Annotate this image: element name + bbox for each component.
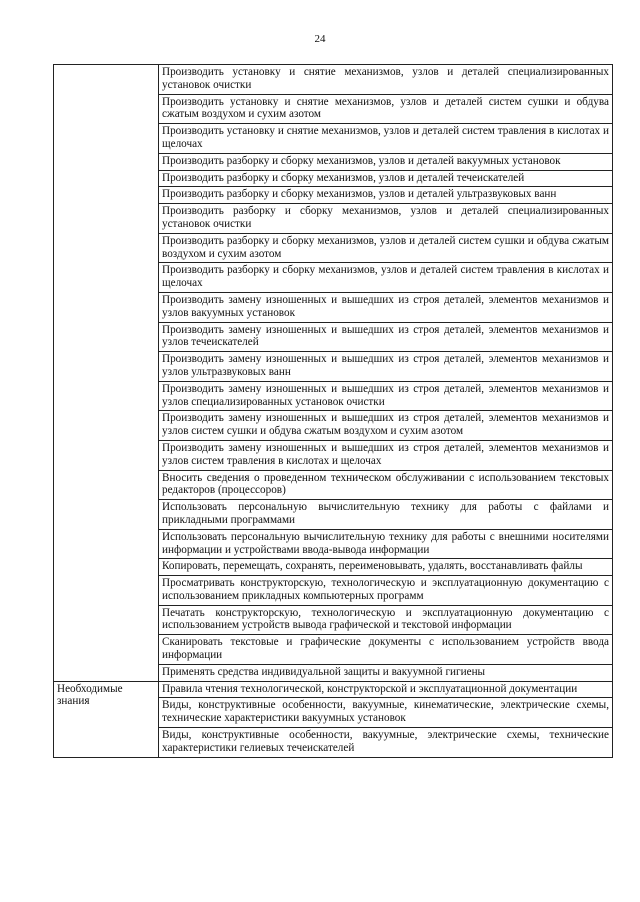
requirement-cell: Производить замену изношенных и вышедших из строя деталей, элементов механизмов и узлов ультразвуковых ванн: [159, 352, 613, 382]
section-label: Необходимые знания: [57, 682, 123, 708]
requirement-cell: Вносить сведения о проведенном техническом обслуживании с использованием текстовых редакторов (процессоров): [159, 470, 613, 500]
requirement-cell: Виды, конструктивные особенности, вакуумные, кинематические, электрические схемы, технические характеристики вакуумных установок: [159, 698, 613, 728]
requirement-cell: Производить замену изношенных и вышедших из строя деталей, элементов механизмов и узлов течеискателей: [159, 322, 613, 352]
requirement-cell: Правила чтения технологической, конструкторской и эксплуатационной документации: [159, 681, 613, 698]
requirement-cell: Производить разборку и сборку механизмов, узлов и деталей ультразвуковых ванн: [159, 187, 613, 204]
requirement-cell: Виды, конструктивные особенности, вакуумные, электрические схемы, технические характеристики гелиевых течеискателей: [159, 728, 613, 758]
requirement-cell: Производить разборку и сборку механизмов, узлов и деталей систем травления в кислотах и щелочах: [159, 263, 613, 293]
requirement-cell: Применять средства индивидуальной защиты и вакуумной гигиены: [159, 664, 613, 681]
requirement-cell: Производить замену изношенных и вышедших из строя деталей, элементов механизмов и узлов вакуумных установок: [159, 292, 613, 322]
requirement-cell: Использовать персональную вычислительную технику для работы с файлами и прикладными программами: [159, 500, 613, 530]
section-label-cell: [54, 681, 159, 757]
section-label-cell: [54, 65, 159, 682]
requirement-cell: Производить замену изношенных и вышедших из строя деталей, элементов механизмов и узлов систем травления в кислотах и щелочах: [159, 440, 613, 470]
requirement-cell: Производить разборку и сборку механизмов, узлов и деталей вакуумных установок: [159, 153, 613, 170]
requirement-cell: Производить разборку и сборку механизмов, узлов и деталей течеискателей: [159, 170, 613, 187]
requirement-cell: Печатать конструкторскую, технологическую и эксплуатационную документацию с использованием устройств вывода графической и текстовой информации: [159, 605, 613, 635]
requirement-cell: Производить установку и снятие механизмов, узлов и деталей систем сушки и обдува сжатым воздухом и сухим азотом: [159, 94, 613, 124]
requirement-cell: Сканировать текстовые и графические документы с использованием устройств ввода информации: [159, 635, 613, 665]
requirement-cell: Использовать персональную вычислительную технику для работы с внешними носителями информации и устройствами ввода-вывода информации: [159, 529, 613, 559]
requirement-cell: Производить замену изношенных и вышедших из строя деталей, элементов механизмов и узлов специализированных установок очистки: [159, 381, 613, 411]
requirement-cell: Производить замену изношенных и вышедших из строя деталей, элементов механизмов и узлов систем сушки и обдува сжатым воздухом и сухим азотом: [159, 411, 613, 441]
table-row: [54, 681, 613, 698]
requirement-cell: Копировать, перемещать, сохранять, переименовывать, удалять, восстанавливать файлы: [159, 559, 613, 576]
requirements-table: [53, 64, 613, 758]
requirement-cell: Производить разборку и сборку механизмов, узлов и деталей специализированных установок очистки: [159, 204, 613, 234]
requirement-cell: Просматривать конструкторскую, технологическую и эксплуатационную документацию с использованием прикладных компьютерных программ: [159, 576, 613, 606]
table-row: [54, 65, 613, 95]
requirement-cell: Производить установку и снятие механизмов, узлов и деталей систем травления в кислотах и щелочах: [159, 124, 613, 154]
requirement-cell: Производить установку и снятие механизмов, узлов и деталей специализированных установок очистки: [159, 65, 613, 95]
requirement-cell: Производить разборку и сборку механизмов, узлов и деталей систем сушки и обдува сжатым воздухом и сухим азотом: [159, 233, 613, 263]
page-number: 24: [314, 33, 326, 45]
